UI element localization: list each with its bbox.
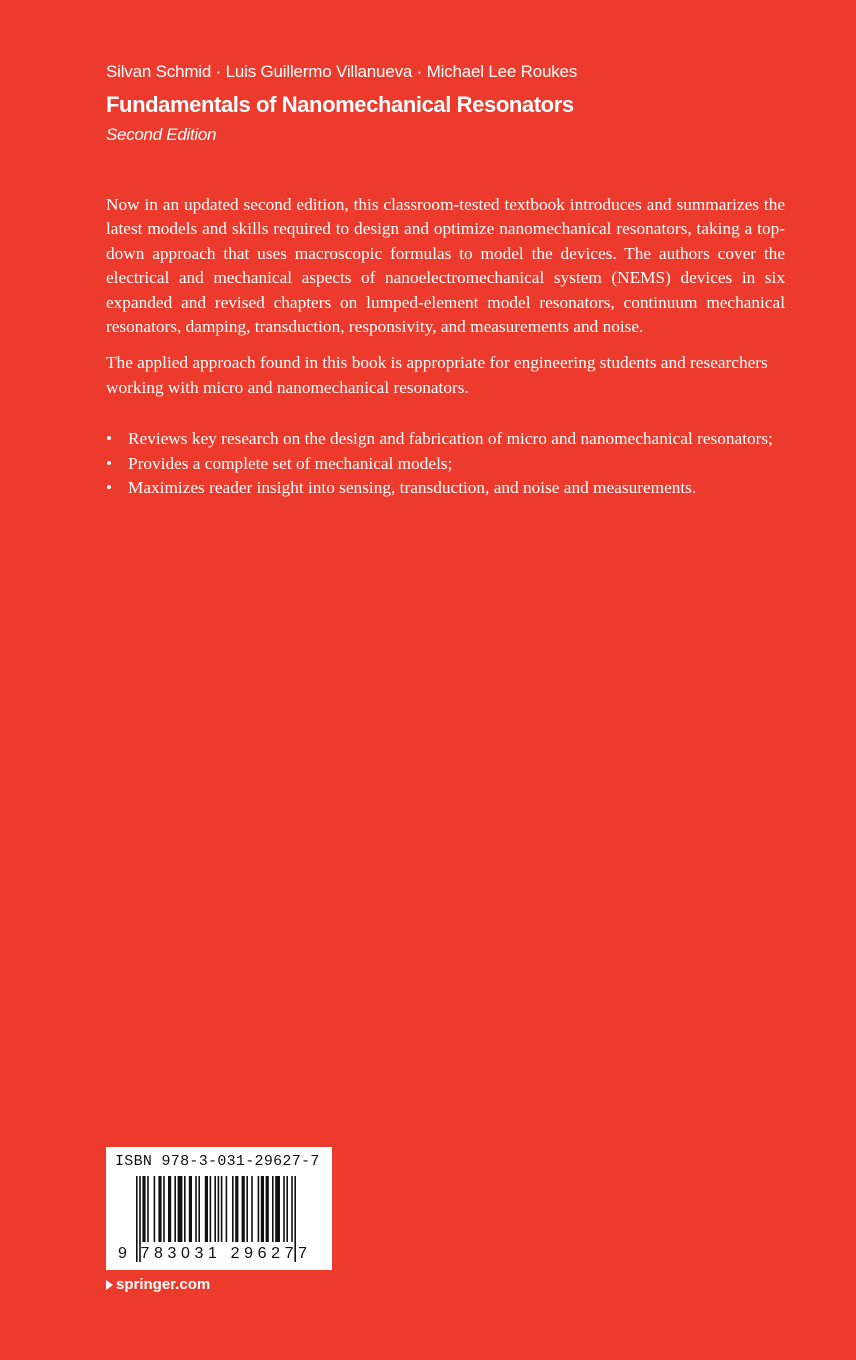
barcode-bar	[226, 1176, 228, 1242]
barcode-bar	[286, 1176, 288, 1242]
barcode-bar	[184, 1176, 186, 1242]
publisher-website: springer.com	[116, 1276, 211, 1293]
description-paragraph: Now in an updated second edition, this classroom-tested textbook introduces and summarizes the latest models and skills required to design and optimize nanomechanical resonators, taking a top-down approach that uses macroscopic formulas to model the devices. The authors cover the electrical and mechanical aspects of nanoelectromechanical system (NEMS) devices in six expanded and revised chapters on lumped-element model resonators, continuum mechanical resonators, damping, transduction, responsivity, and measurements and noise.	[106, 195, 785, 337]
list-item-text: Maximizes reader insight into sensing, transduction, and noise and measurements.	[128, 478, 697, 498]
barcode-bar	[246, 1176, 248, 1242]
barcode-bar	[147, 1176, 149, 1242]
bullet-icon: •	[106, 429, 113, 449]
barcode-bar	[195, 1176, 197, 1242]
barcode-bar	[266, 1176, 269, 1242]
bullet-icon: •	[106, 478, 113, 498]
barcode-bar	[221, 1176, 223, 1242]
barcode-bar	[251, 1176, 253, 1242]
list-item	[106, 476, 785, 500]
barcode-bar	[214, 1176, 216, 1242]
barcode-bar	[210, 1176, 212, 1242]
edition-label: Second Edition	[106, 125, 217, 144]
barcode-bar	[261, 1176, 264, 1242]
barcode-bar	[258, 1176, 260, 1242]
bullet-icon: •	[106, 453, 113, 473]
isbn-barcode-box	[106, 1147, 332, 1270]
barcode-bar	[232, 1176, 234, 1242]
list-item	[106, 427, 785, 451]
barcode-bar	[158, 1176, 161, 1242]
barcode-bar	[154, 1176, 156, 1242]
barcode-bar	[189, 1176, 192, 1242]
feature-list	[106, 427, 785, 500]
arrow-right-icon	[106, 1280, 113, 1290]
list-item	[106, 452, 785, 476]
barcode-bar	[235, 1176, 238, 1242]
barcode-bar	[291, 1176, 293, 1242]
description-block	[106, 193, 785, 500]
list-item-text: Provides a complete set of mechanical models;	[128, 453, 453, 473]
publisher-link[interactable]	[106, 1276, 210, 1293]
barcode-bar	[142, 1176, 145, 1242]
isbn-label: ISBN 978-3-031-29627-7	[115, 1153, 320, 1170]
barcode-bar	[242, 1176, 245, 1242]
barcode-bar	[218, 1176, 220, 1242]
barcode-bar	[174, 1176, 176, 1242]
barcode-bar	[163, 1176, 165, 1242]
barcode-bar	[168, 1176, 171, 1242]
barcode-bar	[275, 1176, 280, 1242]
barcode-bar	[272, 1176, 274, 1242]
barcode-bar	[198, 1176, 200, 1242]
author-names: Silvan Schmid · Luis Guillermo Villanueva · Michael Lee Roukes	[106, 62, 578, 81]
list-item-text: Reviews key research on the design and fabrication of micro and nanomechanical resonators;	[128, 429, 773, 449]
barcode-bar	[178, 1176, 183, 1242]
barcode-bar	[283, 1176, 285, 1242]
audience-paragraph: The applied approach found in this book is appropriate for engineering students and researchers working with micro and nanomechanical resonators.	[106, 353, 768, 397]
book-title: Fundamentals of Nanomechanical Resonators	[106, 92, 574, 117]
barcode-bar	[205, 1176, 208, 1242]
barcode-digits: 9 783031 296277	[118, 1245, 312, 1262]
